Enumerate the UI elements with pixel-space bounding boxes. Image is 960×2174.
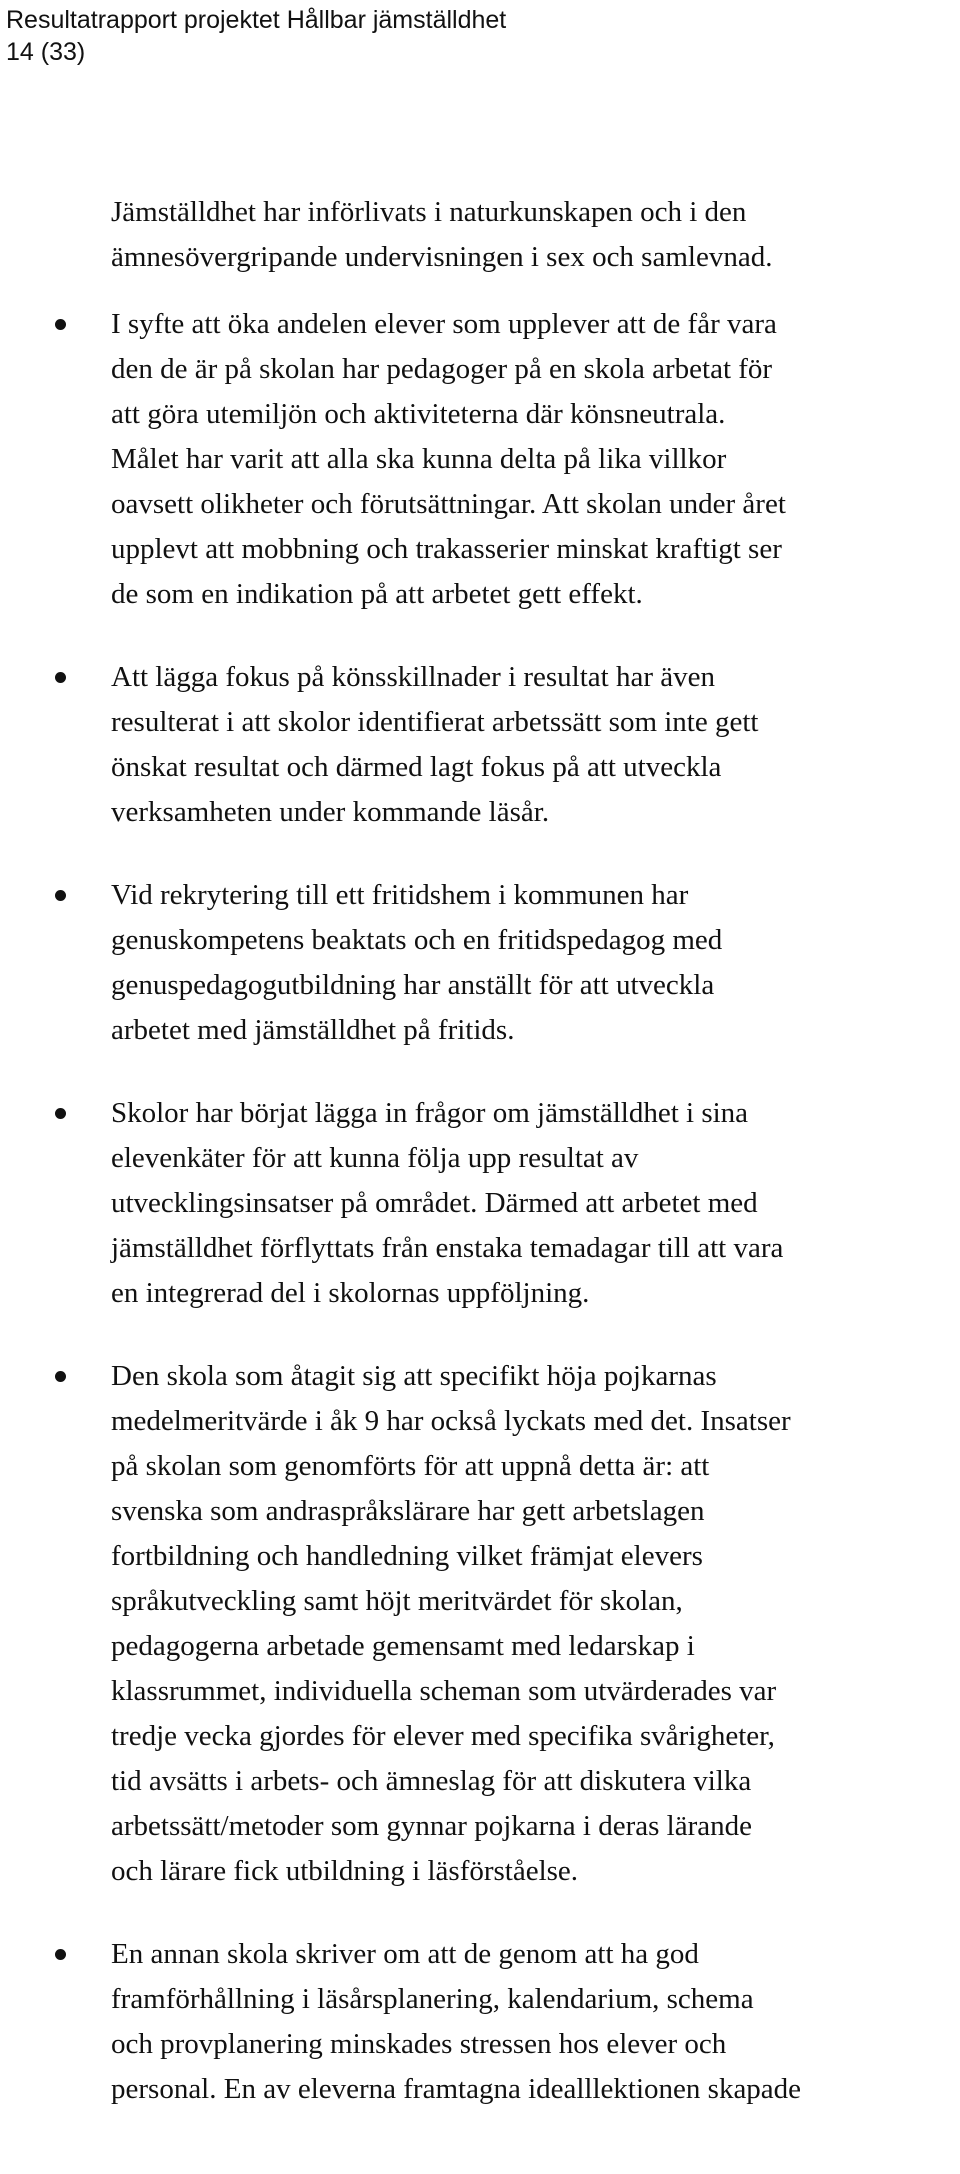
bullet-list (0, 302, 960, 2112)
bullet-item (0, 873, 960, 1053)
bullet-point-icon (55, 319, 66, 330)
text-line: klassrummet, individuella scheman som utvärderades var (111, 1675, 777, 1707)
text-line: personal. En av eleverna framtagna idealllektionen skapade (111, 2073, 802, 2105)
text-line: önskat resultat och därmed lagt fokus på att utveckla (111, 751, 722, 783)
text-line: I syfte att öka andelen elever som upplever att de får vara (111, 308, 777, 340)
text-line: Att lägga fokus på könsskillnader i resultat har även (111, 661, 716, 693)
text-line: tredje vecka gjordes för elever med specifika svårigheter, (111, 1720, 775, 1752)
bullet-text (111, 1932, 960, 2112)
bullet-text (111, 655, 960, 835)
text-line: pedagogerna arbetade gemensamt med ledarskap i (111, 1630, 695, 1662)
bullet-item (0, 1354, 960, 1894)
text-line: framförhållning i läsårsplanering, kalendarium, schema (111, 1983, 754, 2015)
bullet-point-icon (55, 890, 66, 901)
bullet-point-icon (55, 1108, 66, 1119)
text-line: arbetet med jämställdhet på fritids. (111, 1014, 515, 1046)
text-line: utvecklingsinsatser på området. Därmed att arbetet med (111, 1187, 758, 1219)
lead-paragraph (111, 190, 941, 280)
text-line: upplevt att mobbning och trakasserier minskat kraftigt ser (111, 533, 782, 565)
text-line: Målet har varit att alla ska kunna delta på lika villkor (111, 443, 727, 475)
text-line: svenska som andraspråkslärare har gett arbetslagen (111, 1495, 705, 1527)
bullet-text (111, 1091, 960, 1316)
text-line: en integrerad del i skolornas uppföljning. (111, 1277, 590, 1309)
text-line: En annan skola skriver om att de genom att ha god (111, 1938, 699, 1970)
text-line: de som en indikation på att arbetet gett effekt. (111, 578, 643, 610)
lead-paragraph-line: Jämställdhet har införlivats i naturkunskapen och i den (111, 196, 747, 228)
text-line: genuspedagogutbildning har anställt för att utveckla (111, 969, 715, 1001)
bullet-point-icon (55, 1949, 66, 1960)
bullet-text (111, 873, 960, 1053)
text-line: språkutveckling samt höjt meritvärdet för skolan, (111, 1585, 683, 1617)
text-line: den de är på skolan har pedagoger på en skola arbetat för (111, 353, 773, 385)
text-line: verksamheten under kommande läsår. (111, 796, 550, 828)
text-line: och lärare fick utbildning i läsförståelse. (111, 1855, 579, 1887)
text-line: resulterat i att skolor identifierat arbetssätt som inte gett (111, 706, 759, 738)
text-line: på skolan som genomförts för att uppnå detta är: att (111, 1450, 710, 1482)
text-line: Vid rekrytering till ett fritidshem i kommunen har (111, 879, 689, 911)
lead-paragraph-line: ämnesövergripande undervisningen i sex och samlevnad. (111, 241, 773, 273)
bullet-text (111, 302, 960, 617)
text-line: elevenkäter för att kunna följa upp resultat av (111, 1142, 639, 1174)
text-line: medelmeritvärde i åk 9 har också lyckats med det. Insatser (111, 1405, 791, 1437)
bullet-point-icon (55, 1371, 66, 1382)
text-line: arbetssätt/metoder som gynnar pojkarna i deras lärande (111, 1810, 752, 1842)
text-line: oavsett olikheter och förutsättningar. Att skolan under året (111, 488, 786, 520)
page-number: 14 (33) (6, 38, 86, 66)
text-line: Skolor har börjat lägga in frågor om jämställdhet i sina (111, 1097, 749, 1129)
text-line: tid avsätts i arbets- och ämneslag för att diskutera vilka (111, 1765, 752, 1797)
bullet-item (0, 1091, 960, 1316)
bullet-point-icon (55, 672, 66, 683)
text-line: genuskompetens beaktats och en fritidspedagog med (111, 924, 723, 956)
bullet-text (111, 1354, 960, 1894)
document-title: Resultatrapport projektet Hållbar jämställdhet (6, 6, 507, 34)
text-line: fortbildning och handledning vilket främjat elevers (111, 1540, 703, 1572)
text-line: och provplanering minskades stressen hos elever och (111, 2028, 727, 2060)
text-line: att göra utemiljön och aktiviteterna där könsneutrala. (111, 398, 726, 430)
bullet-item (0, 1932, 960, 2112)
bullet-item (0, 302, 960, 617)
document-body (0, 190, 960, 2150)
text-line: jämställdhet förflyttats från enstaka temadagar till att vara (111, 1232, 784, 1264)
text-line: Den skola som åtagit sig att specifikt höja pojkarnas (111, 1360, 717, 1392)
page-header (6, 4, 506, 68)
bullet-item (0, 655, 960, 835)
